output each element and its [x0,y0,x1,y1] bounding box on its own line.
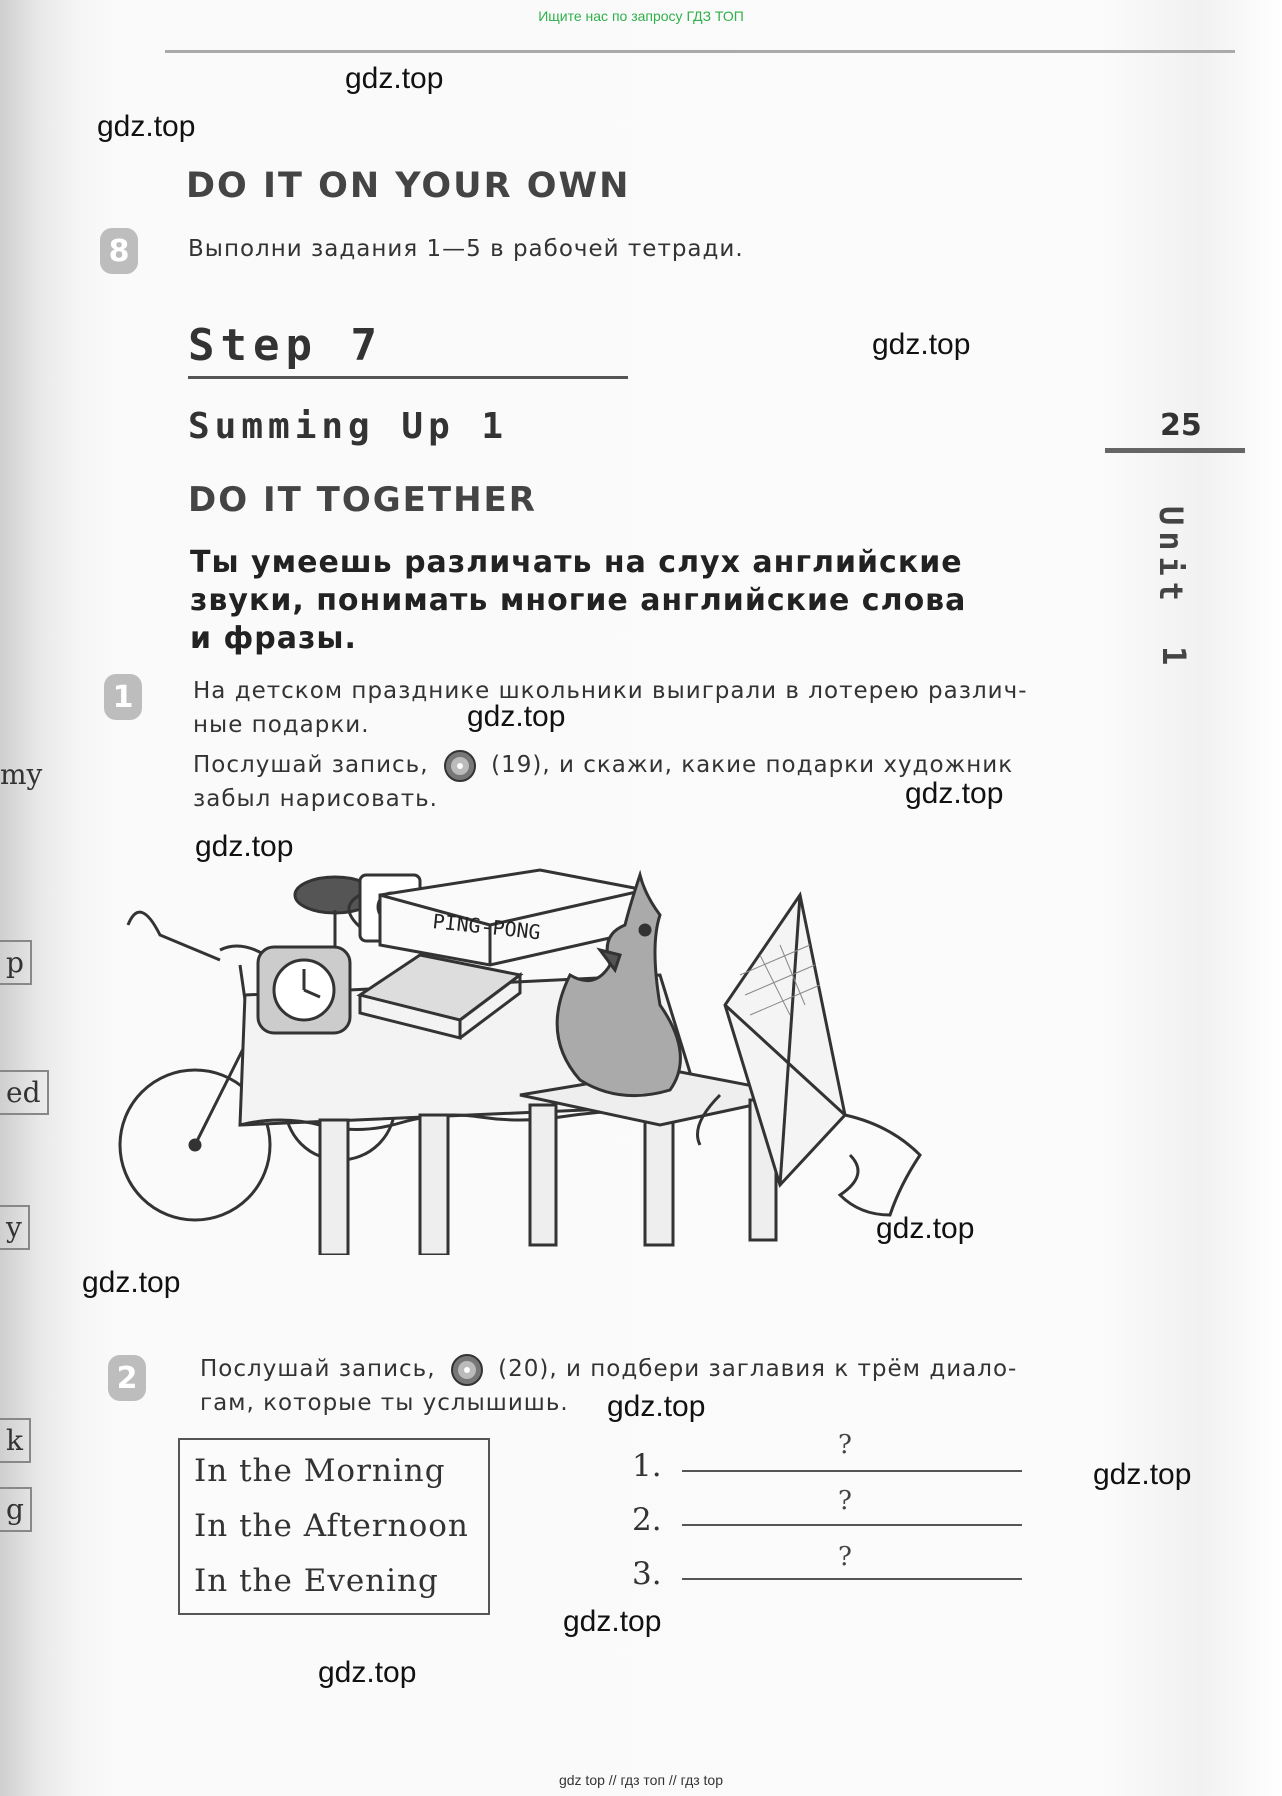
edge-fragment: p [0,940,32,985]
bottom-banner[interactable]: gdz top // гдз топ // гдз top [558,1772,724,1788]
watermark: gdz.top [82,1266,181,1299]
answer-number: 1. [632,1448,662,1484]
edge-fragment: g [0,1487,32,1532]
unit-label: Unit [1152,506,1190,608]
edge-fragment: ed [0,1070,49,1115]
answer-placeholder: ? [838,1430,852,1460]
watermark: gdz.top [195,830,294,863]
title-options-box [178,1438,490,1615]
task1-line-3b: (19), и скажи, какие подарки художник [491,752,1014,778]
unit-number: 1 [1155,646,1193,672]
step-underline [188,376,628,379]
watermark: gdz.top [876,1212,975,1245]
watermark: gdz.top [872,328,971,361]
task-number-badge: 8 [100,228,138,274]
task8-text: Выполни задания 1—5 в рабочей тетради. [188,236,744,262]
task2-line-1a: Послушай запись, [200,1356,436,1382]
task1-line-3 [193,748,1013,783]
watermark: gdz.top [563,1605,662,1638]
ping-pong-label: PING-PONG [431,909,542,945]
watermark: gdz.top [467,700,566,733]
summing-up-title: Summing Up 1 [188,406,509,447]
task2-line-1 [200,1352,1017,1387]
watermark: gdz.top [905,777,1004,810]
answer-line-1[interactable] [682,1470,1022,1472]
watermark: gdz.top [97,110,196,143]
task2-line-1b: (20), и подбери заглавия к трём диало- [498,1356,1018,1382]
watermark: gdz.top [607,1390,706,1423]
answer-number: 3. [632,1556,662,1592]
top-banner[interactable]: Ищите нас по запросу ГДЗ ТОП [538,8,744,24]
answer-line-3[interactable] [682,1578,1022,1580]
task-number-badge: 2 [108,1355,146,1401]
title-option: In the Morning [194,1453,446,1489]
page-number: 25 [1160,408,1202,443]
task1-line-2: ные подарки. [193,712,370,738]
edge-fragment: k [0,1418,31,1463]
prizes-illustration [100,855,1100,1255]
edge-fragment: my [0,758,43,791]
cd-disc-icon[interactable] [443,749,477,783]
intro-line-3: и фразы. [190,621,357,656]
watermark: gdz.top [345,62,444,95]
task1-line-3a: Послушай запись, [193,752,429,778]
intro-line-2: звуки, понимать многие английские слова [190,583,967,618]
task-number-badge: 1 [104,674,142,720]
edge-fragment: y [0,1205,30,1250]
answer-placeholder: ? [838,1486,852,1516]
title-option: In the Evening [194,1563,439,1599]
title-option: In the Afternoon [194,1508,469,1544]
answer-line-2[interactable] [682,1524,1022,1526]
task2-line-2: гам, которые ты услышишь. [200,1390,569,1416]
watermark: gdz.top [318,1656,417,1689]
task1-line-4: забыл нарисовать. [193,786,438,812]
top-rule [165,50,1235,53]
cd-disc-icon[interactable] [450,1353,484,1387]
watermark: gdz.top [1093,1458,1192,1491]
step-title: Step 7 [188,320,383,371]
section-heading-own: DO IT ON YOUR OWN [186,166,631,206]
intro-line-1: Ты умеешь различать на слух английские [190,545,963,580]
answer-number: 2. [632,1502,662,1538]
section-heading-together: DO IT TOGETHER [188,480,537,520]
answer-placeholder: ? [838,1542,852,1572]
task1-line-1: На детском празднике школьники выиграли в лотерею различ- [193,678,1028,704]
page-number-rule [1105,448,1245,453]
